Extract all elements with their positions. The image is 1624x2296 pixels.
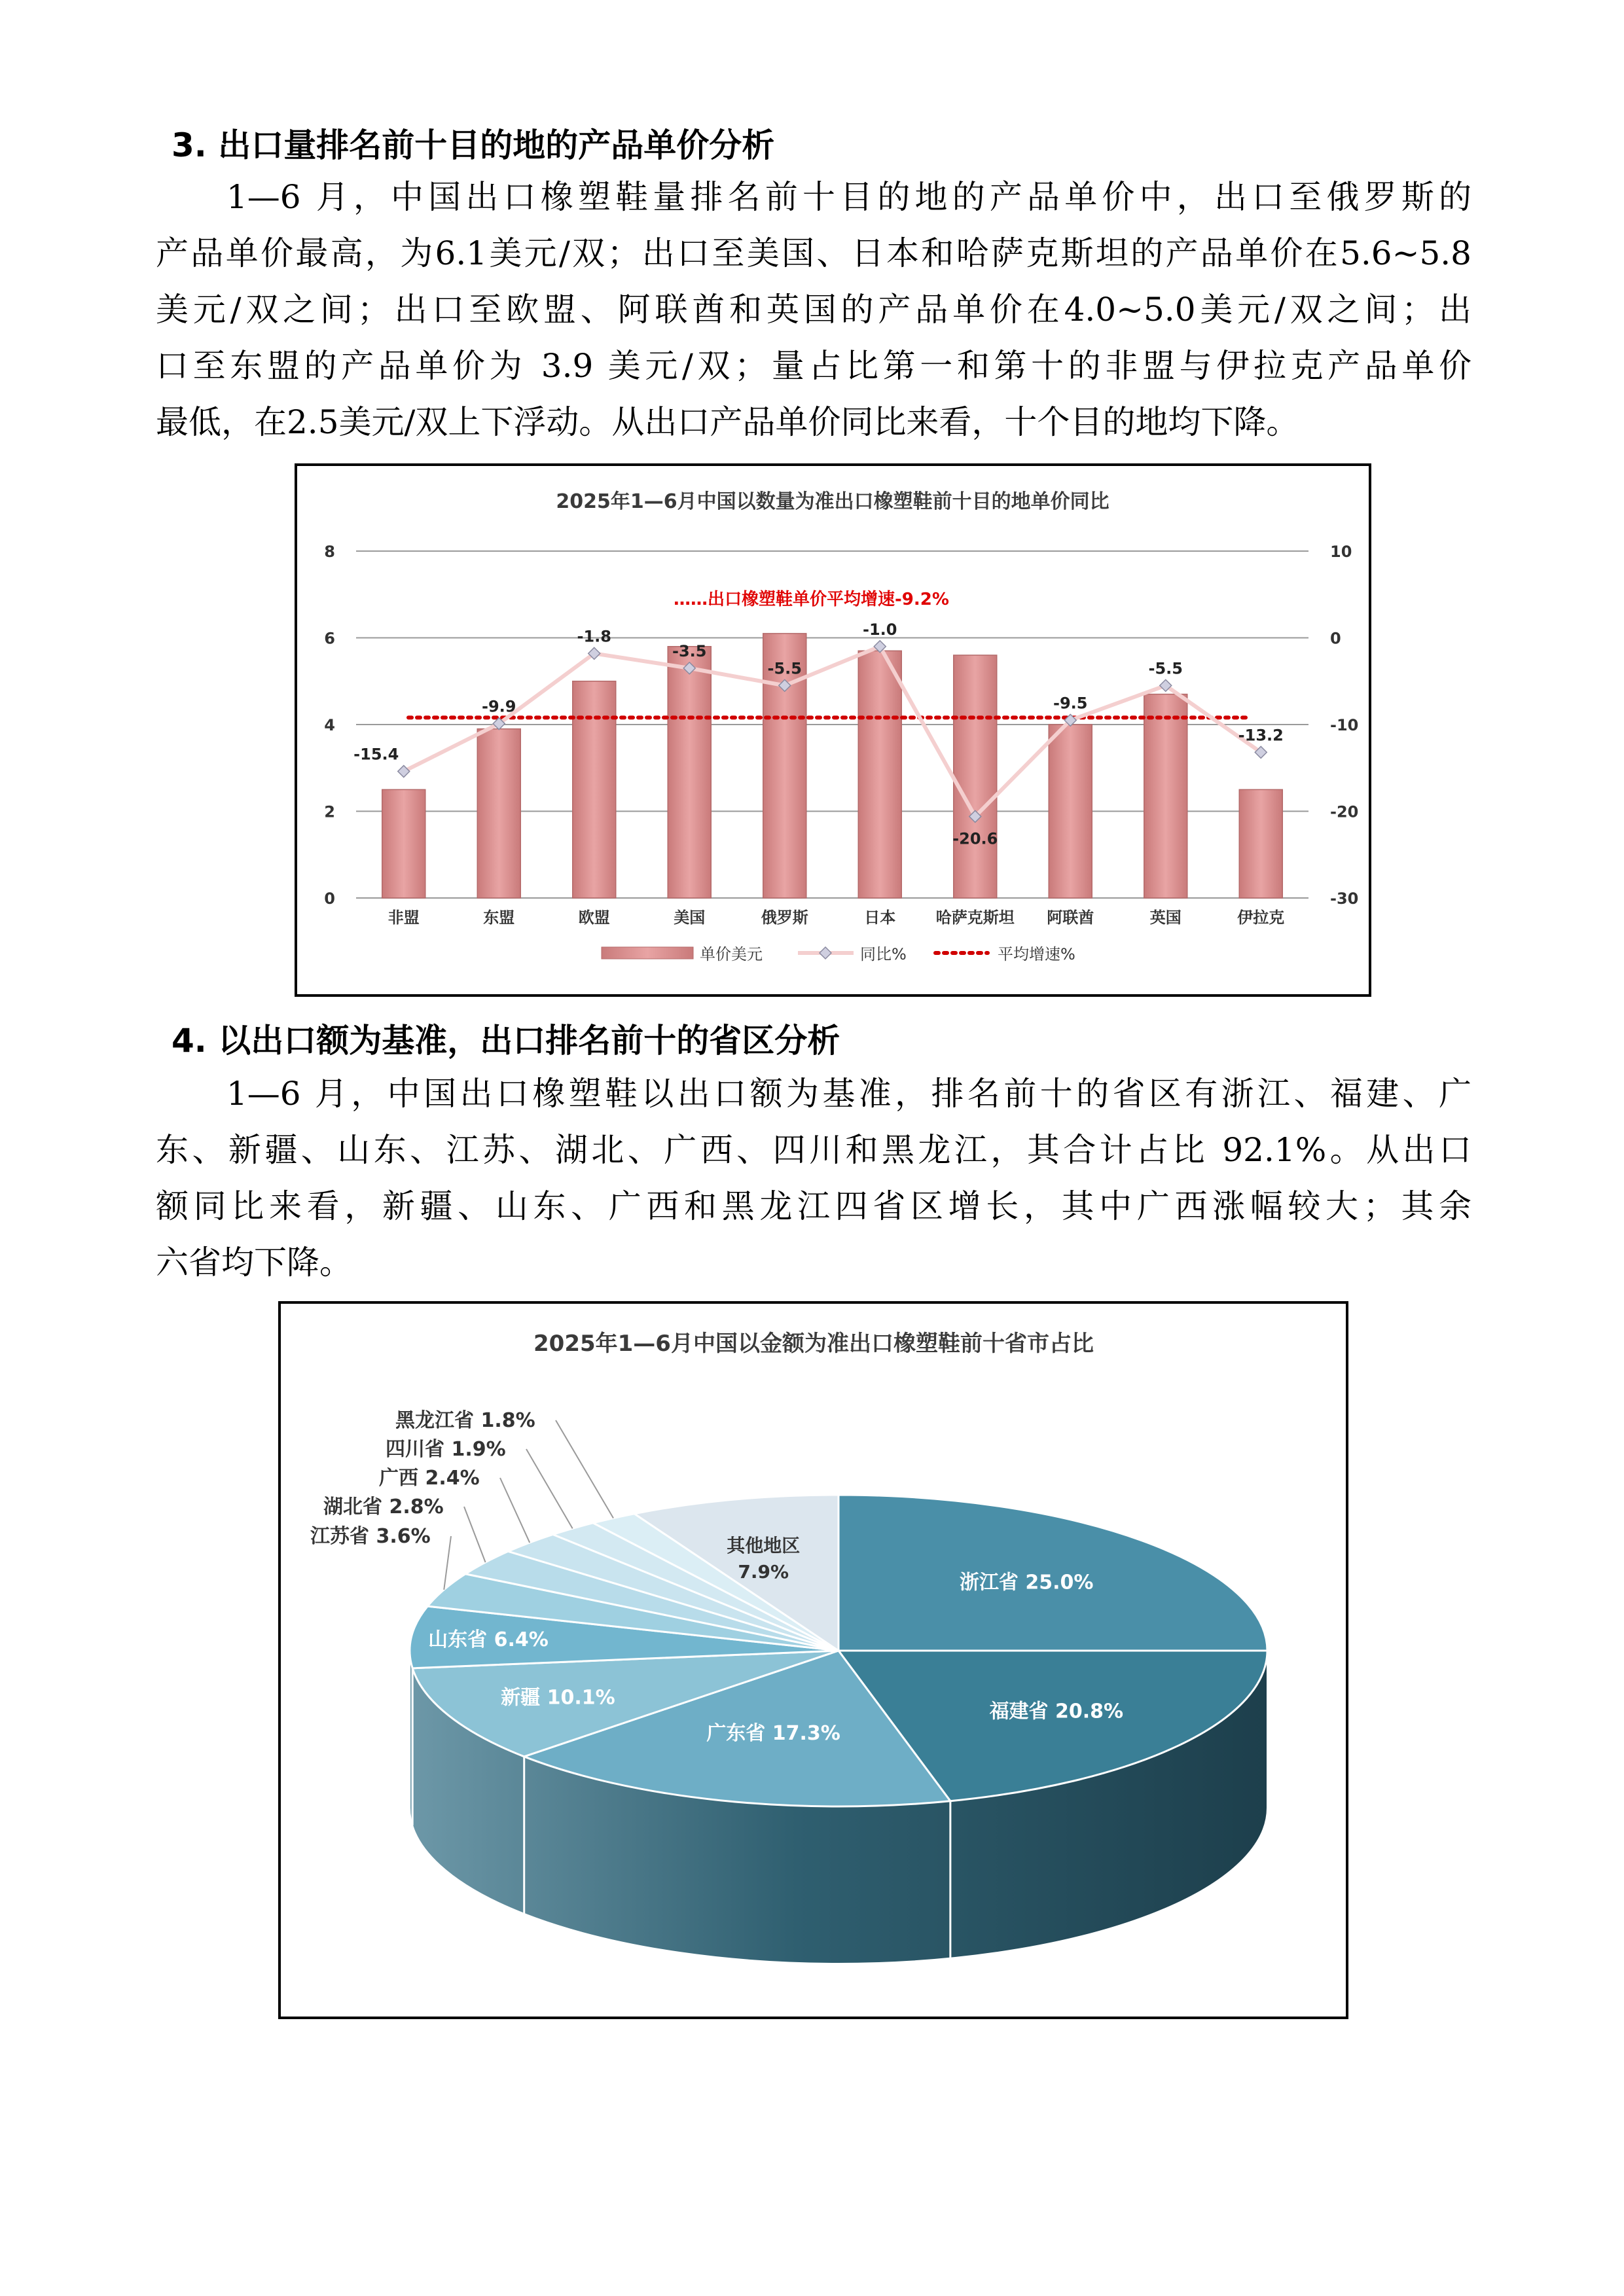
paragraph-line: 东、新疆、山东、江苏、湖北、广西、四川和黑龙江，其合计占比 92.1%。从出口	[156, 1131, 1471, 1169]
section3-paragraph	[156, 169, 1471, 450]
yoy-data-label: -15.4	[353, 745, 399, 764]
legend-line-label: 同比%	[860, 945, 907, 963]
section4-paragraph	[156, 1066, 1471, 1291]
yoy-data-label: -5.5	[767, 659, 802, 678]
yoy-data-label: -9.5	[1053, 694, 1088, 713]
bar	[477, 729, 520, 898]
yoy-data-label: -20.6	[952, 829, 998, 848]
y-left-tick-label: 4	[324, 716, 335, 734]
y-left-tick-label: 2	[324, 802, 335, 821]
x-tick-label: 阿联酋	[1047, 908, 1094, 927]
pie-slice-label: 广东省 17.3%	[706, 1721, 840, 1745]
paragraph-line: 1—6 月，中国出口橡塑鞋以出口额为基准，排名前十的省区有浙江、福建、广	[226, 1075, 1471, 1113]
pie-leader-line	[464, 1507, 486, 1562]
x-tick-label: 非盟	[388, 908, 420, 927]
pie-slice-label: 福建省 20.8%	[989, 1700, 1124, 1723]
y-right-tick-label: -30	[1330, 889, 1359, 908]
chart-title: 2025年1—6月中国以金额为准出口橡塑鞋前十省市占比	[533, 1331, 1094, 1357]
paragraph-line: 口至东盟的产品单价为 3.9 美元/双；量占比第一和第十的非盟与伊拉克产品单价	[156, 347, 1471, 385]
legend-bar-label: 单价美元	[700, 945, 763, 963]
pie-outside-label: 湖北省 2.8%	[323, 1496, 444, 1518]
legend-avg-label: 平均增速%	[998, 945, 1075, 963]
chart-title: 2025年1—6月中国以数量为准出口橡塑鞋前十目的地单价同比	[556, 490, 1110, 513]
pie-outside-label: 广西 2.4%	[379, 1467, 480, 1490]
y-right-tick-label: -20	[1330, 802, 1359, 821]
yoy-data-label: -5.5	[1148, 659, 1183, 678]
bar	[382, 789, 425, 898]
y-right-tick-label: 10	[1330, 543, 1352, 561]
x-tick-label: 俄罗斯	[761, 908, 808, 927]
paragraph-line: 额同比来看，新疆、山东、广西和黑龙江四省区增长，其中广西涨幅较大；其余	[156, 1187, 1471, 1225]
yoy-data-label: -1.8	[577, 627, 611, 646]
province-share-chart	[281, 1304, 1346, 2017]
bar	[573, 681, 616, 898]
pie-leader-line	[556, 1420, 613, 1518]
x-tick-label: 哈萨克斯坦	[935, 908, 1015, 927]
x-tick-label: 日本	[864, 908, 896, 927]
pie-outside-label: 四川省 1.9%	[386, 1438, 506, 1461]
unit-price-chart-frame	[295, 463, 1371, 997]
paragraph-line: 美元/双之间；出口至欧盟、阿联酋和英国的产品单价在4.0~5.0美元/双之间；出	[156, 291, 1471, 329]
paragraph-line: 产品单价最高，为6.1美元/双；出口至美国、日本和哈萨克斯坦的产品单价在5.6~5.8	[156, 234, 1471, 272]
y-left-tick-label: 6	[324, 629, 335, 648]
pie-slice-label: 其他地区	[727, 1534, 801, 1556]
x-tick-label: 英国	[1149, 908, 1182, 927]
paragraph-line: 六省均下降。	[156, 1244, 352, 1282]
pie-leader-line	[526, 1449, 573, 1528]
pie-slice-label: 浙江省 25.0%	[959, 1571, 1094, 1594]
x-tick-label: 欧盟	[578, 908, 610, 927]
pie-leader-line	[444, 1536, 451, 1590]
pie-slice-label: 新疆 10.1%	[501, 1686, 615, 1710]
unit-price-chart	[297, 466, 1369, 994]
yoy-data-label: -13.2	[1238, 726, 1284, 745]
y-left-tick-label: 8	[324, 543, 335, 561]
bar	[954, 655, 997, 898]
pie-leader-line	[500, 1478, 530, 1543]
yoy-data-label: -9.9	[482, 697, 516, 716]
paragraph-line: 最低，在2.5美元/双上下浮动。从出口产品单价同比来看，十个目的地均下降。	[156, 403, 1299, 441]
legend-line-marker	[820, 947, 831, 959]
y-right-tick-label: -10	[1330, 716, 1359, 734]
bar	[858, 651, 901, 898]
bar	[1144, 694, 1187, 898]
province-share-chart-frame	[278, 1301, 1348, 2019]
bar	[1239, 789, 1282, 898]
legend-bar-swatch	[602, 947, 693, 959]
pie-slice-label: 山东省 6.4%	[428, 1628, 549, 1651]
section4-heading: 4. 以出口额为基准，出口排名前十的省区分析	[171, 1022, 840, 1060]
bar	[1049, 725, 1092, 898]
pie-outside-label: 江苏省 3.6%	[310, 1525, 431, 1548]
average-annotation: ……出口橡塑鞋单价平均增速-9.2%	[674, 590, 949, 609]
yoy-data-label: -1.0	[863, 620, 897, 639]
section3-heading: 3. 出口量排名前十目的地的产品单价分析	[171, 126, 775, 164]
pie-slice-value: 7.9%	[738, 1560, 789, 1583]
y-left-tick-label: 0	[324, 889, 335, 908]
yoy-data-label: -3.5	[672, 641, 707, 660]
yoy-line	[404, 647, 1261, 817]
pie-outside-label: 黑龙江省 1.8%	[395, 1409, 535, 1432]
x-tick-label: 伊拉克	[1237, 908, 1285, 927]
x-tick-label: 美国	[674, 908, 706, 927]
x-tick-label: 东盟	[483, 908, 515, 927]
y-right-tick-label: 0	[1330, 629, 1341, 648]
paragraph-line: 1—6 月，中国出口橡塑鞋量排名前十目的地的产品单价中，出口至俄罗斯的	[226, 178, 1471, 216]
bar	[668, 647, 711, 898]
